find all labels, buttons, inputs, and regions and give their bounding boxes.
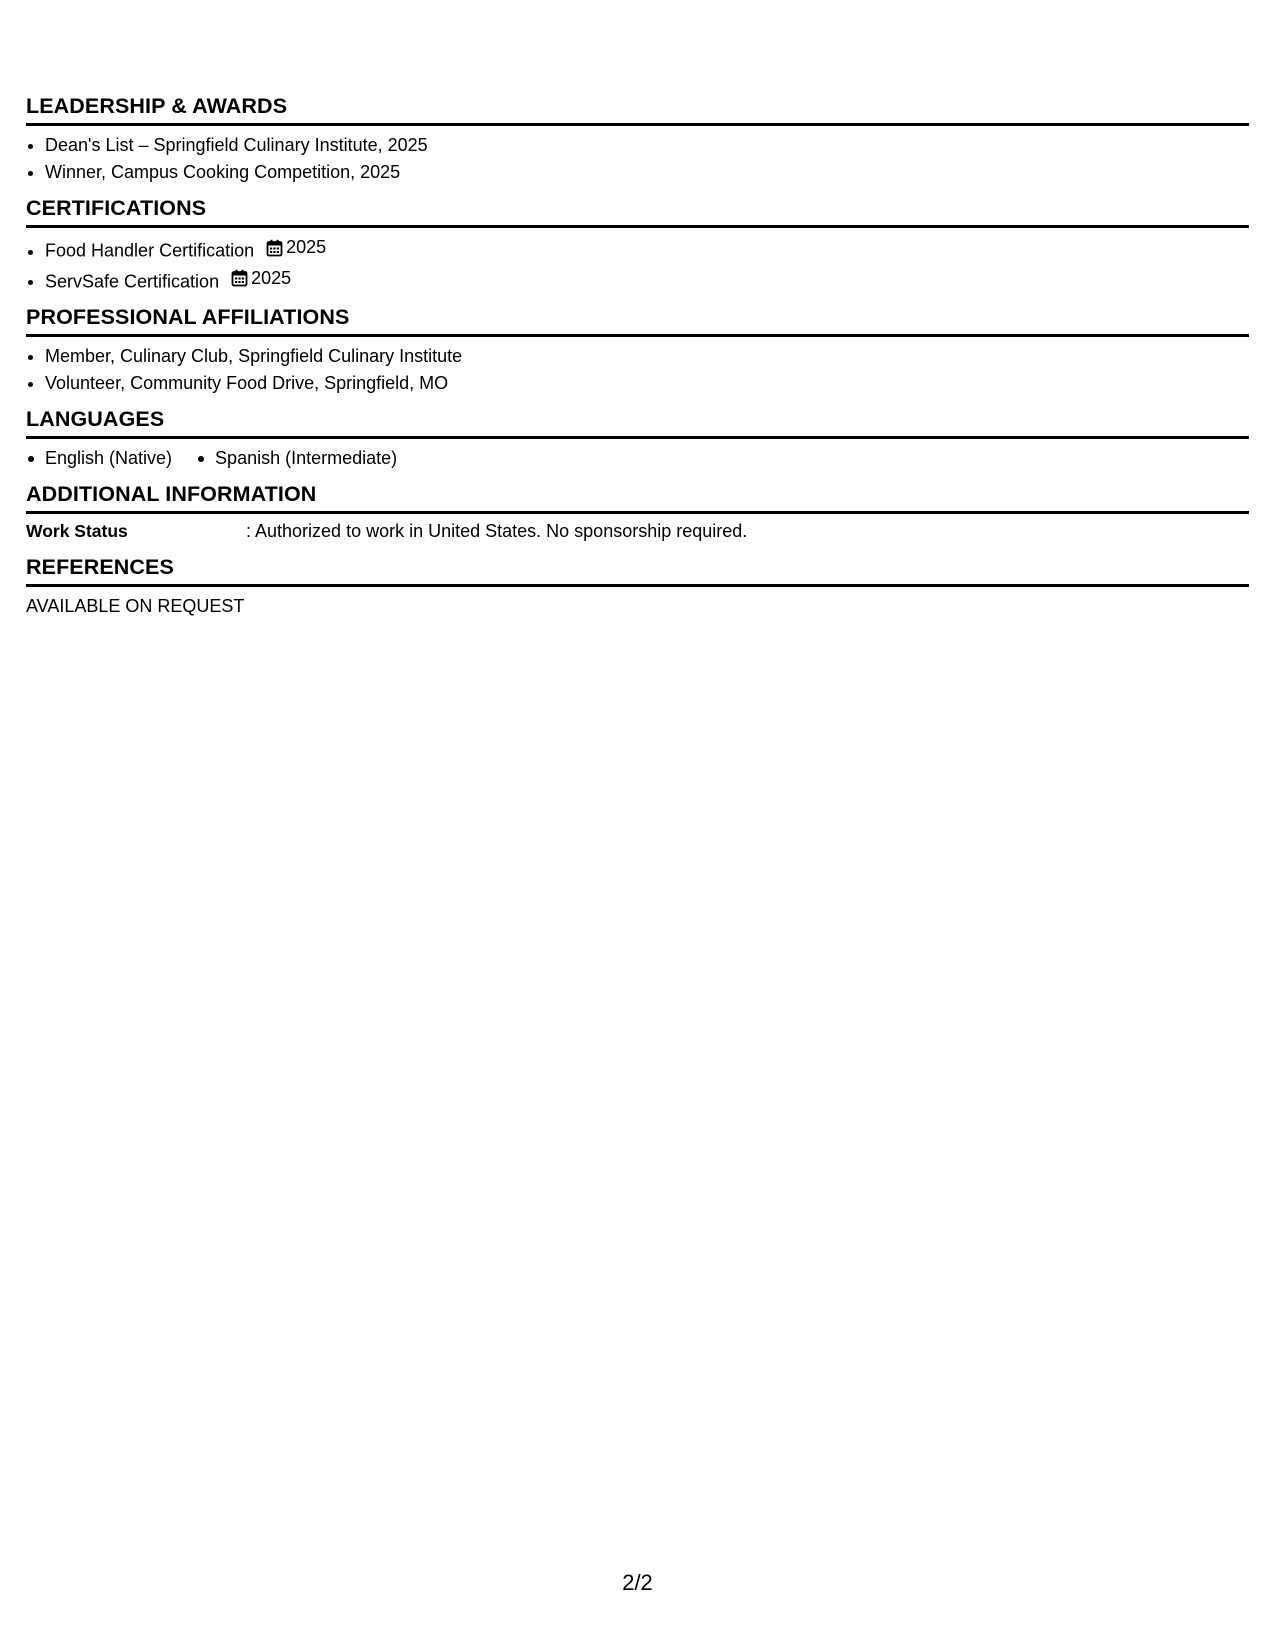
certifications-list [26,234,1249,295]
list-item: • Member, Culinary Club, Springfield Culinary Institute [45,343,1249,370]
section-heading: LEADERSHIP & AWARDS [26,94,1249,126]
professional-affiliations-section [26,305,1249,397]
work-status-row [26,518,1249,545]
resume-page [26,94,1249,630]
date-text: 2025 [286,237,327,257]
section-heading: PROFESSIONAL AFFILIATIONS [26,305,1249,337]
work-status-label: Work Status [26,521,128,541]
languages-section [26,407,1249,472]
page-number: 2/2 [622,1570,653,1595]
certification-date [266,234,326,261]
calendar-icon [266,239,283,257]
languages-list [26,445,1249,472]
references-text: AVAILABLE ON REQUEST [26,596,245,616]
list-item: • Winner, Campus Cooking Competition, 2025 [45,159,1249,186]
certification-name: Food Handler Certification [45,240,255,261]
section-heading: LANGUAGES [26,407,1249,439]
date-text: 2025 [251,267,292,288]
affiliations-list [26,343,1249,397]
language-item: Spanish (Intermediate) [196,445,397,472]
certification-date [231,265,291,292]
awards-list [26,132,1249,186]
language-item: English (Native) [26,445,172,472]
work-status-value: : Authorized to work in United States. No sponsorship required. [246,521,748,541]
list-item [45,234,1249,265]
certifications-section [26,196,1249,295]
list-item: • Dean's List – Springfield Culinary Institute, 2025 [45,132,1249,159]
section-heading: CERTIFICATIONS [26,196,1249,228]
additional-information-section [26,482,1249,545]
calendar-icon [231,269,248,287]
references-section [26,555,1249,620]
list-item [45,265,1249,296]
list-item: • Volunteer, Community Food Drive, Springfield, MO [45,370,1249,397]
certification-name: ServSafe Certification [45,271,220,291]
leadership-awards-section [26,94,1249,186]
section-heading: ADDITIONAL INFORMATION [26,482,1249,514]
section-heading: REFERENCES [26,555,1249,587]
